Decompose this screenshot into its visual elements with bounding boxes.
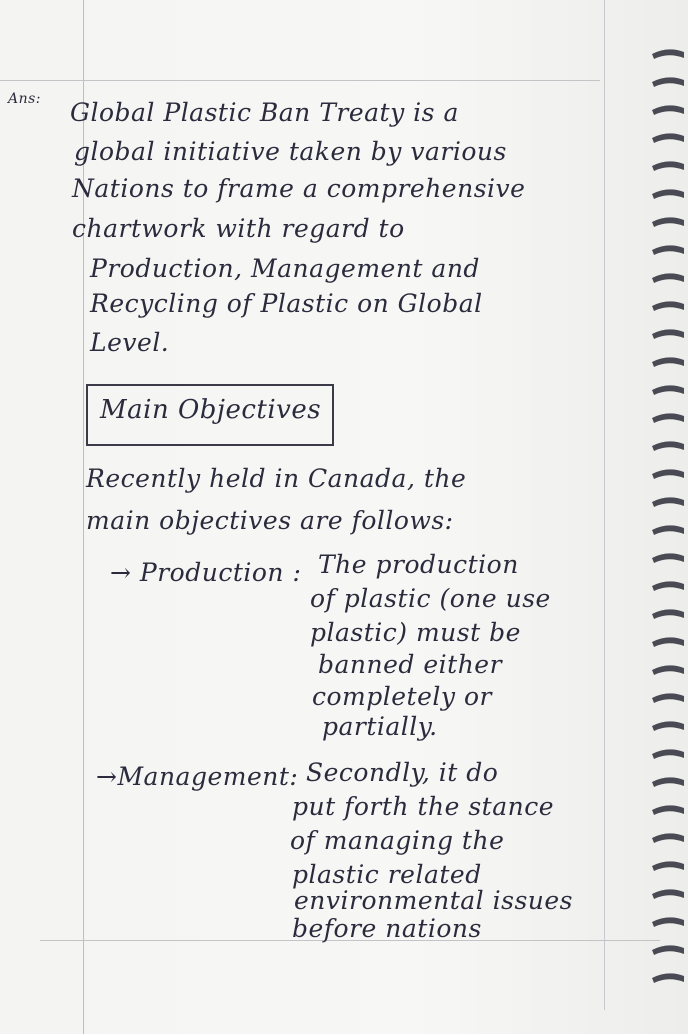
management-line-2: put forth the stance [292, 792, 555, 821]
spiral-coil [652, 49, 684, 59]
spiral-coil [652, 833, 684, 843]
management-line-5: environmental issues [294, 886, 573, 915]
spiral-coil [652, 973, 684, 983]
spiral-coil [652, 665, 684, 675]
management-line-4: plastic related [292, 860, 482, 889]
spiral-coil [652, 133, 684, 143]
spiral-coil [652, 693, 684, 703]
spiral-coil [652, 469, 684, 479]
page-edge-line [604, 0, 605, 1010]
spiral-coil [652, 945, 684, 955]
ruled-line-top [0, 80, 600, 81]
objectives-intro-line-1: Recently held in Canada, the [86, 464, 467, 493]
spiral-coil [652, 245, 684, 255]
spiral-coil [652, 581, 684, 591]
intro-line-2: global initiative taken by various [74, 137, 507, 166]
spiral-coil [652, 497, 684, 507]
spiral-coil [652, 721, 684, 731]
intro-line-3: Nations to frame a comprehensive [72, 174, 526, 203]
management-label: →Management: [96, 762, 299, 791]
intro-line-6: Recycling of Plastic on Global [90, 289, 483, 318]
intro-line-1: Global Plastic Ban Treaty is a [70, 98, 459, 127]
spiral-coil [652, 777, 684, 787]
production-line-2: of plastic (one use [310, 584, 551, 613]
management-line-1: Secondly, it do [306, 758, 499, 787]
spiral-coil [652, 749, 684, 759]
production-line-3: plastic) must be [310, 618, 521, 647]
spiral-coil [652, 273, 684, 283]
spiral-coil [652, 609, 684, 619]
spiral-coil [652, 553, 684, 563]
production-label: → Production : [110, 558, 302, 587]
production-line-1: The production [318, 550, 519, 579]
spiral-coil [652, 189, 684, 199]
spiral-coil [652, 105, 684, 115]
spiral-coil [652, 637, 684, 647]
spiral-binding [650, 40, 688, 1000]
spiral-coil [652, 889, 684, 899]
spiral-coil [652, 161, 684, 171]
spiral-coil [652, 357, 684, 367]
spiral-coil [652, 301, 684, 311]
intro-line-4: chartwork with regard to [72, 214, 405, 243]
management-line-3: of managing the [290, 826, 505, 855]
spiral-coil [652, 861, 684, 871]
spiral-coil [652, 77, 684, 87]
spiral-coil [652, 385, 684, 395]
heading-text: Main Objectives [100, 395, 322, 425]
spiral-coil [652, 805, 684, 815]
intro-line-7: Level. [90, 328, 170, 357]
spiral-coil [652, 217, 684, 227]
spiral-coil [652, 329, 684, 339]
production-line-5: completely or [312, 682, 492, 711]
answer-label: Ans: [8, 91, 42, 107]
production-line-6: partially. [322, 712, 438, 741]
spiral-coil [652, 917, 684, 927]
spiral-coil [652, 413, 684, 423]
production-line-4: banned either [318, 650, 503, 679]
spiral-coil [652, 441, 684, 451]
intro-line-5: Production, Management and [90, 254, 480, 283]
management-line-6: before nations [292, 914, 482, 943]
spiral-coil [652, 525, 684, 535]
objectives-intro-line-2: main objectives are follows: [86, 506, 454, 535]
